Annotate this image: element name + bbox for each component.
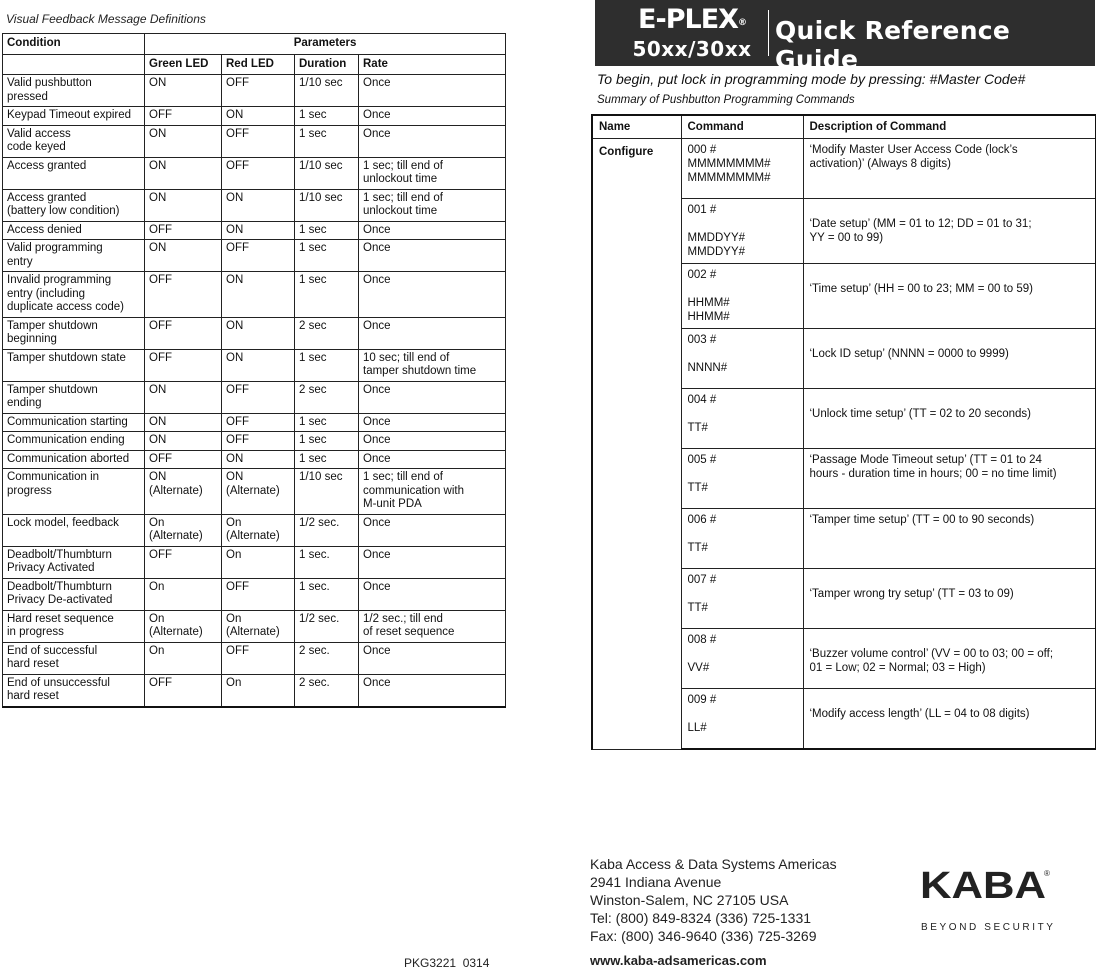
feedback-duration-cell: 1 sec (295, 107, 359, 126)
address-line: Tel: (800) 849-8324 (336) 725-1331 (590, 910, 812, 926)
model-number: 50xx/30xx (632, 37, 752, 61)
feedback-red-cell: OFF (222, 125, 295, 157)
feedback-row (3, 349, 506, 381)
feedback-duration-cell: 1 sec. (295, 546, 359, 578)
feedback-green-cell: ON (145, 381, 222, 413)
feedback-duration-cell: 2 sec. (295, 674, 359, 707)
feedback-condition-cell: Valid pushbutton pressed (3, 75, 145, 107)
command-description-cell: ‘Lock ID setup’ (NNNN = 0000 to 9999) (803, 329, 1096, 389)
feedback-red-cell: OFF (222, 75, 295, 107)
feedback-green-cell: ON (Alternate) (145, 469, 222, 515)
feedback-rate-cell: Once (359, 125, 506, 157)
feedback-green-cell: On (Alternate) (145, 610, 222, 642)
feedback-row (3, 125, 506, 157)
feedback-red-cell: On (Alternate) (222, 610, 295, 642)
duration-header: Duration (295, 54, 359, 75)
feedback-green-cell: ON (145, 75, 222, 107)
feedback-duration-cell: 1/2 sec. (295, 610, 359, 642)
feedback-red-cell: On (222, 546, 295, 578)
feedback-row (3, 240, 506, 272)
feedback-row (3, 413, 506, 432)
feedback-condition-cell: Deadbolt/Thumbturn Privacy Activated (3, 546, 145, 578)
feedback-rate-cell: Once (359, 674, 506, 707)
feedback-rate-cell: Once (359, 107, 506, 126)
visual-feedback-title: Visual Feedback Message Definitions (6, 12, 206, 26)
feedback-green-cell: OFF (145, 221, 222, 240)
feedback-green-cell: ON (145, 189, 222, 221)
feedback-row (3, 469, 506, 515)
feedback-red-cell: ON (Alternate) (222, 469, 295, 515)
feedback-rate-cell: Once (359, 514, 506, 546)
feedback-green-cell: ON (145, 125, 222, 157)
feedback-red-cell: OFF (222, 381, 295, 413)
feedback-condition-cell: Valid programming entry (3, 240, 145, 272)
command-code-cell: 005 # TT# (681, 449, 803, 509)
feedback-row (3, 189, 506, 221)
green-led-header: Green LED (145, 54, 222, 75)
feedback-rate-cell: Once (359, 413, 506, 432)
command-description-cell: ‘Buzzer volume control’ (VV = 00 to 03; 00 = off; 01 = Low; 02 = Normal; 03 = High) (803, 629, 1096, 689)
feedback-row (3, 157, 506, 189)
feedback-green-cell: On (145, 642, 222, 674)
command-code-cell: 000 # MMMMMMMM# MMMMMMMM# (681, 139, 803, 199)
feedback-green-cell: On (145, 578, 222, 610)
guide-header (595, 0, 1095, 74)
svg-text:®: ® (1044, 869, 1050, 878)
rate-header: Rate (359, 54, 506, 75)
command-code-cell: 008 # VV# (681, 629, 803, 689)
command-description-cell: ‘Date setup’ (MM = 01 to 12; DD = 01 to 31; YY = 00 to 99) (803, 199, 1096, 264)
feedback-green-cell: On (Alternate) (145, 514, 222, 546)
feedback-duration-cell: 1/10 sec (295, 157, 359, 189)
feedback-condition-cell: Deadbolt/Thumbturn Privacy De-activated (3, 578, 145, 610)
name-header: Name (592, 115, 681, 139)
feedback-green-cell: ON (145, 413, 222, 432)
feedback-red-cell: On (222, 674, 295, 707)
address-line: Winston-Salem, NC 27105 USA (590, 892, 789, 908)
feedback-green-cell: OFF (145, 272, 222, 318)
feedback-condition-cell: Communication starting (3, 413, 145, 432)
command-code-cell: 003 # NNNN# (681, 329, 803, 389)
feedback-rate-cell: Once (359, 432, 506, 451)
kaba-tagline: BEYOND SECURITY (921, 922, 1056, 933)
feedback-condition-cell: Communication in progress (3, 469, 145, 515)
feedback-condition-cell: Tamper shutdown ending (3, 381, 145, 413)
feedback-duration-cell: 1/10 sec (295, 189, 359, 221)
feedback-row (3, 75, 506, 107)
configure-group-name: Configure (592, 139, 681, 750)
visual-feedback-rows (3, 75, 506, 707)
feedback-red-cell: OFF (222, 578, 295, 610)
feedback-green-cell: OFF (145, 674, 222, 707)
command-code-cell: 007 # TT# (681, 569, 803, 629)
commands-summary-title: Summary of Pushbutton Programming Commands (597, 94, 855, 106)
feedback-condition-cell: Tamper shutdown beginning (3, 317, 145, 349)
feedback-rate-cell: Once (359, 642, 506, 674)
feedback-rate-cell: Once (359, 578, 506, 610)
command-description-cell: ‘Tamper wrong try setup’ (TT = 03 to 09) (803, 569, 1096, 629)
feedback-duration-cell: 1/10 sec (295, 469, 359, 515)
feedback-red-cell: ON (222, 349, 295, 381)
feedback-rate-cell: Once (359, 221, 506, 240)
feedback-duration-cell: 2 sec (295, 317, 359, 349)
command-description-cell: ‘Modify access length’ (LL = 04 to 08 digits) (803, 689, 1096, 750)
feedback-duration-cell: 1/10 sec (295, 75, 359, 107)
commands-table (591, 114, 1096, 750)
feedback-row (3, 674, 506, 707)
svg-text:KABA: KABA (920, 865, 1046, 907)
feedback-row (3, 272, 506, 318)
feedback-condition-cell: Keypad Timeout expired (3, 107, 145, 126)
feedback-duration-cell: 1 sec (295, 125, 359, 157)
feedback-red-cell: ON (222, 107, 295, 126)
feedback-rate-cell: 1 sec; till end of unlockout time (359, 189, 506, 221)
feedback-red-cell: OFF (222, 157, 295, 189)
feedback-condition-cell: Lock model, feedback (3, 514, 145, 546)
feedback-green-cell: ON (145, 157, 222, 189)
description-header: Description of Command (803, 115, 1096, 139)
command-description-cell: ‘Passage Mode Timeout setup’ (TT = 01 to 24 hours - duration time in hours; 00 = no time limit) (803, 449, 1096, 509)
command-description-cell: ‘Modify Master User Access Code (lock’s activation)’ (Always 8 digits) (803, 139, 1096, 199)
feedback-rate-cell: 1 sec; till end of unlockout time (359, 157, 506, 189)
command-description-cell: ‘Tamper time setup’ (TT = 00 to 90 seconds) (803, 509, 1096, 569)
eplex-brand (613, 4, 771, 62)
feedback-row (3, 221, 506, 240)
commands-rows (592, 139, 1096, 750)
feedback-row (3, 610, 506, 642)
feedback-red-cell: ON (222, 189, 295, 221)
programming-intro: To begin, put lock in programming mode by pressing: #Master Code# (597, 71, 1026, 87)
feedback-rate-cell: Once (359, 546, 506, 578)
feedback-condition-cell: Access granted (battery low condition) (3, 189, 145, 221)
command-code-cell: 009 # LL# (681, 689, 803, 750)
feedback-duration-cell: 1 sec (295, 272, 359, 318)
feedback-rate-cell: 1/2 sec.; till end of reset sequence (359, 610, 506, 642)
feedback-duration-cell: 1 sec (295, 221, 359, 240)
feedback-rate-cell: Once (359, 272, 506, 318)
feedback-condition-cell: Invalid programming entry (including duplicate access code) (3, 272, 145, 318)
website-link[interactable]: www.kaba-adsamericas.com (590, 953, 767, 968)
condition-header: Condition (3, 34, 145, 55)
feedback-row (3, 107, 506, 126)
feedback-condition-cell: Tamper shutdown state (3, 349, 145, 381)
parameters-header: Parameters (145, 34, 506, 55)
command-header: Command (681, 115, 803, 139)
feedback-red-cell: ON (222, 317, 295, 349)
feedback-duration-cell: 1/2 sec. (295, 514, 359, 546)
command-code-cell: 001 # MMDDYY# MMDDYY# (681, 199, 803, 264)
feedback-duration-cell: 1 sec (295, 349, 359, 381)
address-line: Kaba Access & Data Systems Americas (590, 856, 837, 872)
feedback-condition-cell: Access denied (3, 221, 145, 240)
feedback-row (3, 381, 506, 413)
feedback-red-cell: OFF (222, 642, 295, 674)
feedback-red-cell: ON (222, 221, 295, 240)
feedback-green-cell: OFF (145, 349, 222, 381)
address-line: 2941 Indiana Avenue (590, 874, 722, 890)
feedback-duration-cell: 2 sec. (295, 642, 359, 674)
feedback-condition-cell: Hard reset sequence in progress (3, 610, 145, 642)
feedback-green-cell: OFF (145, 107, 222, 126)
red-led-header: Red LED (222, 54, 295, 75)
feedback-rate-cell: Once (359, 381, 506, 413)
feedback-red-cell: On (Alternate) (222, 514, 295, 546)
feedback-condition-cell: Valid access code keyed (3, 125, 145, 157)
feedback-row (3, 546, 506, 578)
command-description-cell: ‘Unlock time setup’ (TT = 02 to 20 seconds) (803, 389, 1096, 449)
feedback-duration-cell: 1 sec (295, 413, 359, 432)
feedback-rate-cell: Once (359, 240, 506, 272)
empty-header-cell (3, 54, 145, 75)
eplex-logo: E-PLEX® (638, 4, 746, 35)
feedback-duration-cell: 1 sec (295, 240, 359, 272)
feedback-duration-cell: 1 sec (295, 450, 359, 469)
address-line: Fax: (800) 346-9640 (336) 725-3269 (590, 928, 817, 944)
command-code-cell: 004 # TT# (681, 389, 803, 449)
feedback-row (3, 450, 506, 469)
feedback-condition-cell: End of unsuccessful hard reset (3, 674, 145, 707)
visual-feedback-table (2, 33, 506, 708)
feedback-row (3, 578, 506, 610)
feedback-rate-cell: 1 sec; till end of communication with M-unit PDA (359, 469, 506, 515)
feedback-red-cell: OFF (222, 413, 295, 432)
feedback-green-cell: ON (145, 432, 222, 451)
feedback-red-cell: OFF (222, 240, 295, 272)
feedback-duration-cell: 2 sec (295, 381, 359, 413)
feedback-green-cell: OFF (145, 546, 222, 578)
feedback-row (3, 432, 506, 451)
guide-title: Quick Reference Guide (775, 16, 1011, 74)
feedback-condition-cell: Access granted (3, 157, 145, 189)
feedback-green-cell: ON (145, 240, 222, 272)
company-address (590, 855, 837, 945)
feedback-rate-cell: Once (359, 317, 506, 349)
feedback-rate-cell: 10 sec; till end of tamper shutdown time (359, 349, 506, 381)
header-divider (768, 10, 769, 56)
command-description-cell: ‘Time setup’ (HH = 00 to 23; MM = 00 to 59) (803, 264, 1096, 329)
feedback-duration-cell: 1 sec (295, 432, 359, 451)
package-code: PKG3221 0314 (404, 956, 490, 970)
feedback-red-cell: OFF (222, 432, 295, 451)
feedback-green-cell: OFF (145, 450, 222, 469)
feedback-rate-cell: Once (359, 75, 506, 107)
feedback-condition-cell: Communication ending (3, 432, 145, 451)
feedback-row (3, 317, 506, 349)
command-row (592, 139, 1096, 199)
command-code-cell: 006 # TT# (681, 509, 803, 569)
feedback-duration-cell: 1 sec. (295, 578, 359, 610)
command-code-cell: 002 # HHMM# HHMM# (681, 264, 803, 329)
feedback-rate-cell: Once (359, 450, 506, 469)
feedback-green-cell: OFF (145, 317, 222, 349)
feedback-condition-cell: End of successful hard reset (3, 642, 145, 674)
feedback-row (3, 642, 506, 674)
feedback-red-cell: ON (222, 272, 295, 318)
feedback-red-cell: ON (222, 450, 295, 469)
feedback-condition-cell: Communication aborted (3, 450, 145, 469)
feedback-row (3, 514, 506, 546)
